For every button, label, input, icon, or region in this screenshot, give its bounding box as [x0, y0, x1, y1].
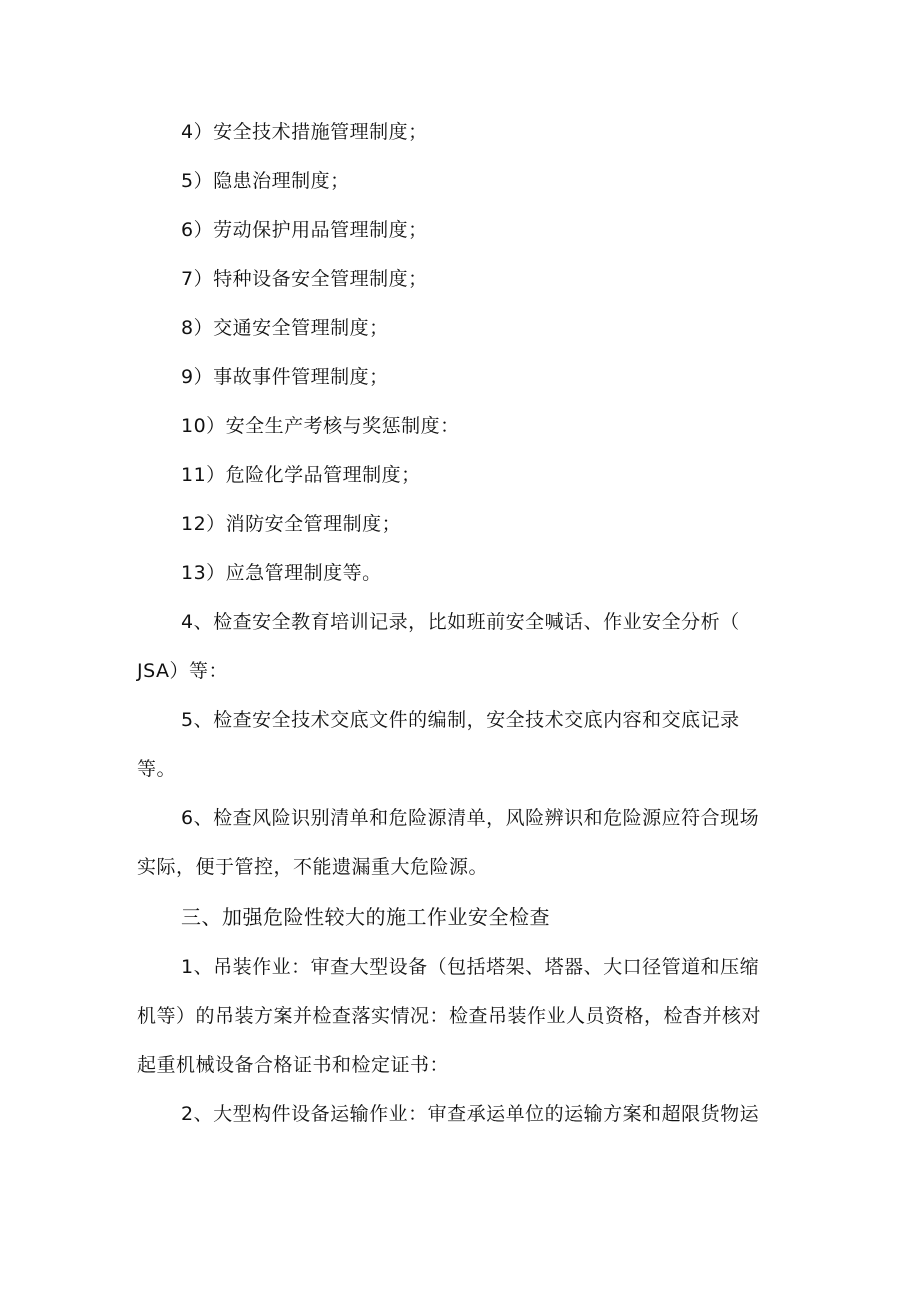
- paragraph-4-line-2: JSA）等：: [137, 660, 229, 682]
- list-item: 7）特种设备安全管理制度；: [181, 268, 428, 290]
- list-item: 4）安全技术措施管理制度；: [181, 121, 428, 143]
- section-paragraph-1-line-1: 1、吊装作业：审查大型设备（包括塔架、塔器、大口径管道和压缩: [181, 956, 760, 978]
- list-item: 6）劳动保护用品管理制度；: [181, 219, 428, 241]
- list-item: 10）安全生产考核与奖惩制度：: [181, 415, 460, 437]
- section-heading: 三、加强危险性较大的施工作业安全检查: [181, 905, 550, 929]
- list-item: 13）应急管理制度等。: [181, 562, 382, 584]
- list-item: 5）隐患治理制度；: [181, 170, 350, 192]
- paragraph-6-line-1: 6、检查风险识别清单和危险源清单，风险辨识和危险源应符合现场: [181, 807, 760, 829]
- paragraph-5-line-2: 等。: [137, 758, 177, 780]
- list-item: 11）危险化学品管理制度；: [181, 464, 421, 486]
- section-paragraph-1-line-2: 机等）的吊装方案并检查落实情况：检查吊装作业人员资格，检杳并核对: [137, 1005, 762, 1027]
- list-item: 9）事故事件管理制度；: [181, 366, 389, 388]
- list-item: 8）交通安全管理制度；: [181, 317, 389, 339]
- paragraph-5-line-1: 5、检查安全技术交底文件的编制，安全技术交底内容和交底记录: [181, 709, 740, 731]
- list-item: 12）消防安全管理制度；: [181, 513, 402, 535]
- paragraph-4-line-1: 4、检查安全教育培训记录，比如班前安全喊话、作业安全分析（: [181, 611, 740, 633]
- paragraph-6-line-2: 实际，便于管控，不能遗漏重大危险源。: [137, 856, 489, 878]
- section-paragraph-2-line-1: 2、大型构件设备运输作业：审查承运单位的运输方案和超限货物运: [181, 1103, 760, 1125]
- section-paragraph-1-line-3: 起重机械设备合格证书和检定证书：: [137, 1054, 450, 1076]
